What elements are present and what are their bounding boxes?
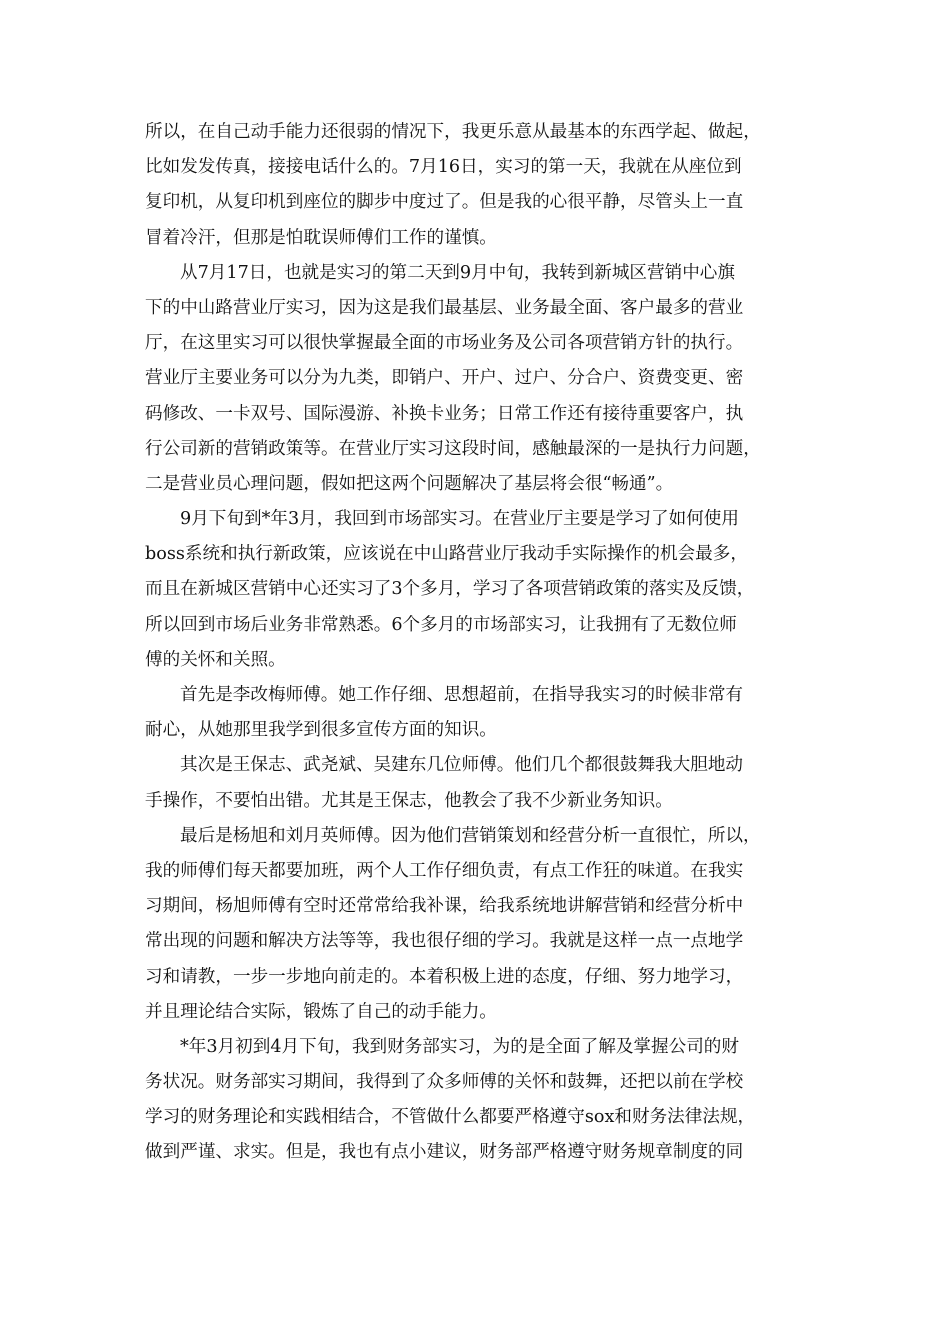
text-line: 耐心，从她那里我学到很多宣传方面的知识。	[145, 720, 497, 741]
text-line: 习和请教，一步一步地向前走的。本着积极上进的态度，仔细、努力地学习，	[145, 966, 744, 987]
text-line: 学习的财务理论和实践相结合，不管做什么都要严格遵守sox和财务法律法规，	[145, 1107, 756, 1128]
text-line: boss系统和执行新政策，应该说在中山路营业厅我动手实际操作的机会最多，	[145, 544, 748, 565]
text-line: 二是营业员心理问题，假如把这两个问题解决了基层将会很“畅通”。	[145, 473, 674, 494]
text-line: 下的中山路营业厅实习，因为这是我们最基层、业务最全面、客户最多的营业	[145, 297, 744, 318]
text-line: 做到严谨、求实。但是，我也有点小建议，财务部严格遵守财务规章制度的同	[145, 1142, 744, 1163]
text-line: 码修改、一卡双号、国际漫游、补换卡业务；日常工作还有接待重要客户，执	[145, 403, 744, 424]
text-line: 手操作，不要怕出错。尤其是王保志，他教会了我不少新业务知识。	[145, 790, 673, 811]
text-line: 务状况。财务部实习期间，我得到了众多师傅的关怀和鼓舞，还把以前在学校	[145, 1072, 744, 1093]
text-line: 所以，在自己动手能力还很弱的情况下，我更乐意从最基本的东西学起、做起，	[145, 122, 761, 142]
text-line: 常出现的问题和解决方法等等，我也很仔细的学习。我就是这样一点一点地学	[145, 931, 744, 952]
text-line: 比如发发传真，接接电话什么的。7月16日，实习的第一天，我就在从座位到	[145, 157, 742, 178]
paragraph-first-line: 首先是李改梅师傅。她工作仔细、思想超前，在指导我实习的时候非常有	[180, 685, 744, 705]
paragraph-first-line: 最后是杨旭和刘月英师傅。因为他们营销策划和经营分析一直很忙，所以，	[180, 825, 761, 846]
text-line: 并且理论结合实际，锻炼了自己的动手能力。	[145, 1001, 497, 1022]
text-line: 傅的关怀和关照。	[145, 649, 286, 670]
text-line: 营业厅主要业务可以分为九类，即销户、开户、过户、分合户、资费变更、密	[145, 368, 744, 389]
text-line: 我的师傅们每天都要加班，两个人工作仔细负责，有点工作狂的味道。在我实	[145, 860, 744, 881]
text-line: 而且在新城区营销中心还实习了3个多月，学习了各项营销政策的落实及反馈，	[145, 579, 755, 600]
text-line: 所以回到市场后业务非常熟悉。6个多月的市场部实习，让我拥有了无数位师	[145, 614, 737, 635]
text-line: 行公司新的营销政策等。在营业厅实习这段时间，感触最深的一是执行力问题，	[145, 438, 761, 459]
paragraph-first-line: *年3月初到4月下旬，我到财务部实习，为的是全面了解及掌握公司的财	[180, 1036, 739, 1057]
text-line: 复印机，从复印机到座位的脚步中度过了。但是我的心很平静，尽管头上一直	[145, 192, 744, 213]
paragraph-first-line: 9月下旬到*年3月，我回到市场部实习。在营业厅主要是学习了如何使用	[180, 509, 739, 530]
document-body	[145, 115, 805, 1171]
text-line: 厅，在这里实习可以很快掌握最全面的市场业务及公司各项营销方针的执行。	[145, 333, 744, 354]
text-line: 习期间，杨旭师傅有空时还常常给我补课，给我系统地讲解营销和经营分析中	[145, 896, 744, 917]
paragraph-first-line: 从7月17日，也就是实习的第二天到9月中旬，我转到新城区营销中心旗	[180, 262, 735, 283]
paragraph-first-line: 其次是王保志、武尧斌、吴建东几位师傅。他们几个都很鼓舞我大胆地动	[180, 755, 744, 776]
text-line: 冒着冷汗，但那是怕耽误师傅们工作的谨慎。	[145, 227, 497, 248]
